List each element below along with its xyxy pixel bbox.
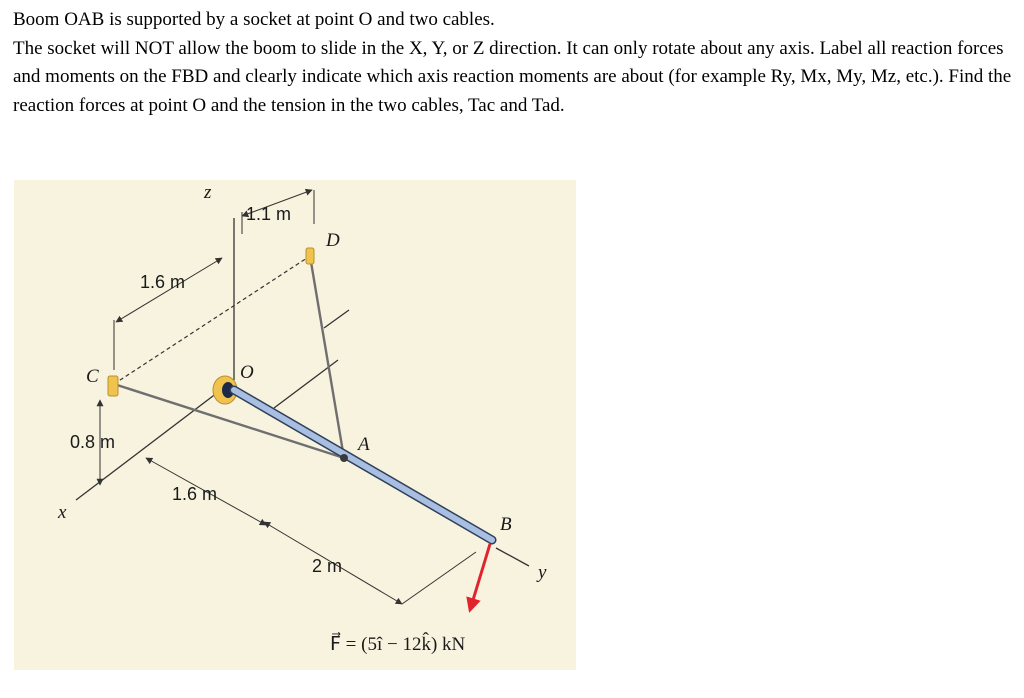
boom-figure xyxy=(14,180,576,670)
d-reference-line xyxy=(324,310,349,328)
cable-ad xyxy=(310,256,344,458)
label-point-o: O xyxy=(240,362,254,383)
boom-diagram xyxy=(14,180,576,670)
label-point-c: C xyxy=(86,366,99,387)
label-dim-0-8: 0.8 m xyxy=(70,432,116,452)
problem-line-1: Boom OAB is supported by a socket at point O and two cables. xyxy=(13,9,495,30)
bracket-d xyxy=(306,248,314,264)
dim-2-ext xyxy=(402,552,476,604)
y-axis-line xyxy=(496,548,529,566)
problem-statement xyxy=(13,6,1018,120)
label-dim-1-6-bottom: 1.6 m xyxy=(172,484,218,504)
label-axis-x: x xyxy=(58,502,67,523)
label-dim-2: 2 m xyxy=(312,556,343,576)
label-axis-y: y xyxy=(538,562,547,583)
boom-oab-fill xyxy=(234,390,492,540)
collar-a xyxy=(340,454,348,462)
label-point-d: D xyxy=(326,230,340,251)
label-dim-1-6-top: 1.6 m xyxy=(140,272,186,292)
label-point-a: A xyxy=(358,434,370,455)
label-point-b: B xyxy=(500,514,512,535)
label-dim-1-1: 1.1 m xyxy=(246,204,292,224)
label-axis-z: z xyxy=(204,182,212,203)
problem-line-2: The socket will NOT allow the boom to slide in the X, Y, or Z direction. It can only rotate about any axis. Label all reaction forces and moments on the FBD and clearly indicate which axis reaction moments are about (for example Ry, Mx, My, Mz, etc.). Find the reaction forces at point O and the tension in the two cables, Tac and Tad. xyxy=(13,37,1012,116)
label-force: F⃗ = (5î − 12k̂) kN xyxy=(330,634,466,655)
bracket-c xyxy=(108,376,118,396)
